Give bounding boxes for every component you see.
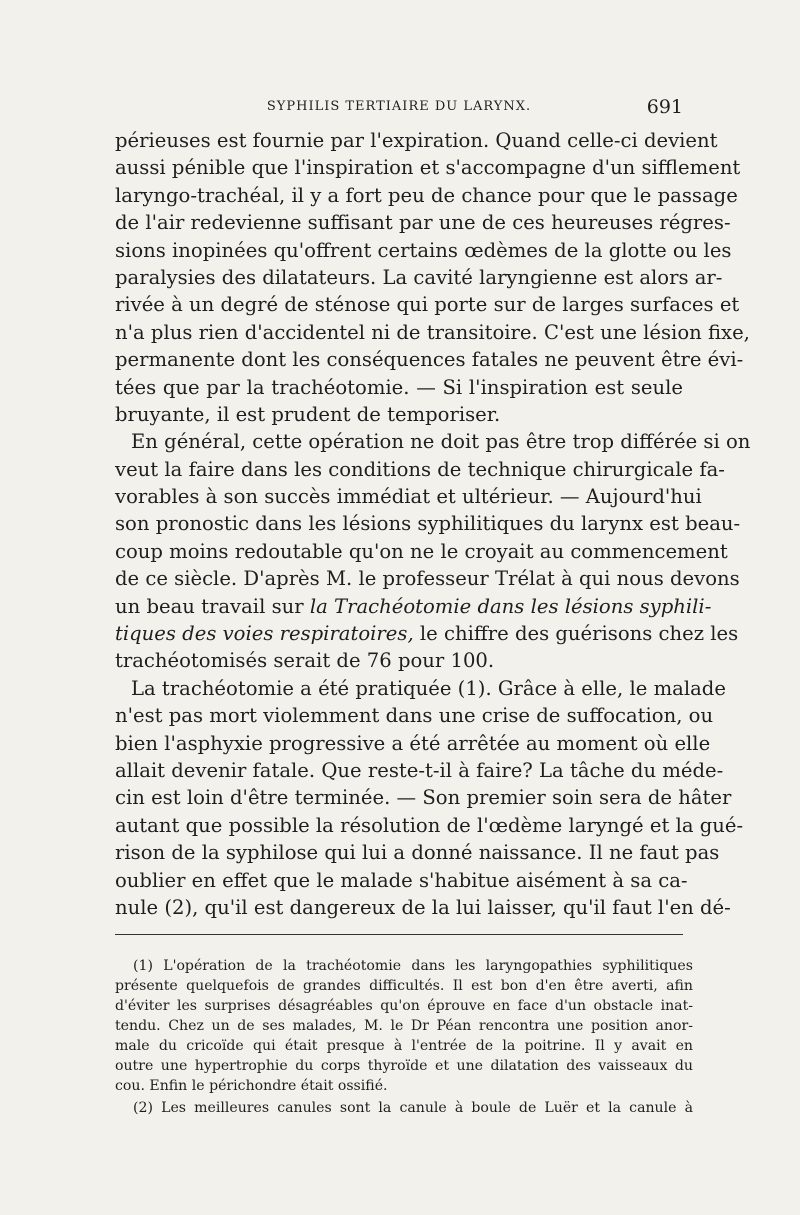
text-line: En général, cette opération ne doit pas être trop différée si on [131, 430, 751, 454]
text-line: trachéotomisés serait de 76 pour 100. [115, 649, 495, 673]
text-line: La trachéotomie a été pratiquée (1). Grâce à elle, le malade [131, 676, 726, 700]
footnote-line: (2) Les meilleures canules sont la canule à boule de Luër et la canule à [133, 1100, 693, 1116]
body-text [115, 127, 751, 921]
text-line: permanente dont les conséquences fatales ne peuvent être évi- [115, 348, 744, 372]
footnote-line: male du cricoïde qui était presque à l'entrée de la poitrine. Il y avait en [115, 1038, 693, 1054]
text-line: oublier en effet que le malade s'habitue aisément à sa ca- [115, 868, 688, 892]
text-line: allait devenir fatale. Que reste-t-il à faire? La tâche du méde- [115, 758, 724, 782]
text-line: nule (2), qu'il est dangereux de la lui laisser, qu'il faut l'en dé- [115, 895, 731, 919]
footnote-line: (1) L'opération de la trachéotomie dans les laryngopathies syphilitiques [133, 958, 693, 974]
footnotes [115, 956, 693, 1118]
text-line: veut la faire dans les conditions de technique chirurgicale fa- [115, 457, 725, 481]
text-line: n'est pas mort violemment dans une crise de suffocation, ou [115, 704, 714, 728]
text-line: bien l'asphyxie progressive a été arrêtée au moment où elle [115, 731, 711, 755]
text-line [115, 593, 712, 620]
text-line: de l'air redevienne suffisant par une de ces heureuses régres- [115, 211, 731, 235]
text-line: aussi pénible que l'inspiration et s'accompagne d'un sifflement [115, 156, 741, 180]
text-line: cin est loin d'être terminée. — Son premier soin sera de hâter [115, 786, 732, 810]
text-line: vorables à son succès immédiat et ultérieur. — Aujourd'hui [115, 485, 702, 509]
footnote-divider [115, 934, 683, 935]
text-line: de ce siècle. D'après M. le professeur Trélat à qui nous devons [115, 567, 740, 591]
text-segment: le chiffre des guérisons chez les [419, 622, 739, 646]
text-line: périeuses est fournie par l'expiration. Quand celle-ci devient [115, 129, 718, 152]
text-line: coup moins redoutable qu'on ne le croyait au commencement [115, 539, 728, 563]
footnote-line: d'éviter les surprises désagréables qu'on éprouve en face d'un obstacle inat- [115, 998, 693, 1014]
text-line: rivée à un degré de sténose qui porte sur de larges surfaces et [115, 293, 740, 317]
text-line: son pronostic dans les lésions syphilitiques du larynx est beau- [115, 512, 741, 536]
footnote-line: présente quelquefois de grandes difficultés. Il est bon d'en être averti, afin [115, 978, 693, 994]
cited-work-title: tiques des voies respiratoires, [115, 622, 414, 646]
footnote-line: cou. Enfin le périchondre était ossifié. [115, 1078, 388, 1094]
cited-work-title: la Trachéotomie dans les lésions syphili- [309, 594, 712, 618]
text-line [115, 620, 739, 647]
text-line: sions inopinées qu'offrent certains œdèmes de la glotte ou les [115, 238, 732, 262]
text-line: laryngo-trachéal, il y a fort peu de chance pour que le passage [115, 183, 738, 207]
text-line: rison de la syphilose qui lui a donné naissance. Il ne faut pas [115, 841, 720, 865]
running-title: SYPHILIS TERTIAIRE DU LARYNX. [266, 99, 532, 114]
text-line: n'a plus rien d'accidentel ni de transitoire. C'est une lésion fixe, [115, 320, 750, 344]
text-line: paralysies des dilatateurs. La cavité laryngienne est alors ar- [115, 265, 723, 289]
text-line: autant que possible la résolution de l'œdème laryngé et la gué- [115, 813, 744, 837]
text-line: tées que par la trachéotomie. — Si l'inspiration est seule [115, 375, 683, 399]
page-header [115, 92, 683, 122]
footnote-line: tendu. Chez un de ses malades, M. le Dr Péan rencontra une position anor- [115, 1018, 693, 1034]
text-segment: un beau travail sur [115, 594, 304, 618]
page-number: 691 [646, 96, 683, 118]
text-line: bruyante, il est prudent de temporiser. [115, 402, 501, 426]
footnote-line: outre une hypertrophie du corps thyroïde et une dilatation des vaisseaux du [115, 1058, 693, 1074]
